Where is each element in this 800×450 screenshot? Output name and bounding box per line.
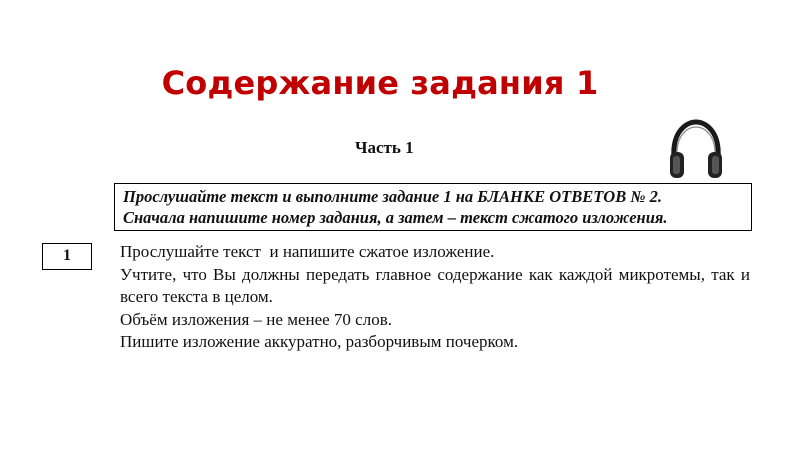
instruction-line-1: Прослушайте текст и выполните задание 1 на БЛАНКЕ ОТВЕТОВ № 2. [123, 187, 662, 206]
task-line-2: Учтите, что Вы должны передать главное содержание как каждой микротемы, так и всего текста в целом. [120, 264, 750, 306]
task-text [120, 241, 750, 354]
task-line-3: Объём изложения – не менее 70 слов. [120, 309, 392, 329]
instruction-box [114, 183, 752, 231]
part-label: Часть 1 [355, 138, 414, 157]
headphones-icon [666, 118, 726, 180]
slide-title: Содержание задания 1 [161, 64, 599, 102]
task-line-4: Пишите изложение аккуратно, разборчивым почерком. [120, 332, 519, 351]
task-line-1: Прослушайте текст и напишите сжатое изложение. [120, 242, 495, 261]
task-number-box: 1 [42, 243, 92, 270]
instruction-line-2: Сначала напишите номер задания, а затем – текст сжатого изложения. [123, 208, 668, 227]
